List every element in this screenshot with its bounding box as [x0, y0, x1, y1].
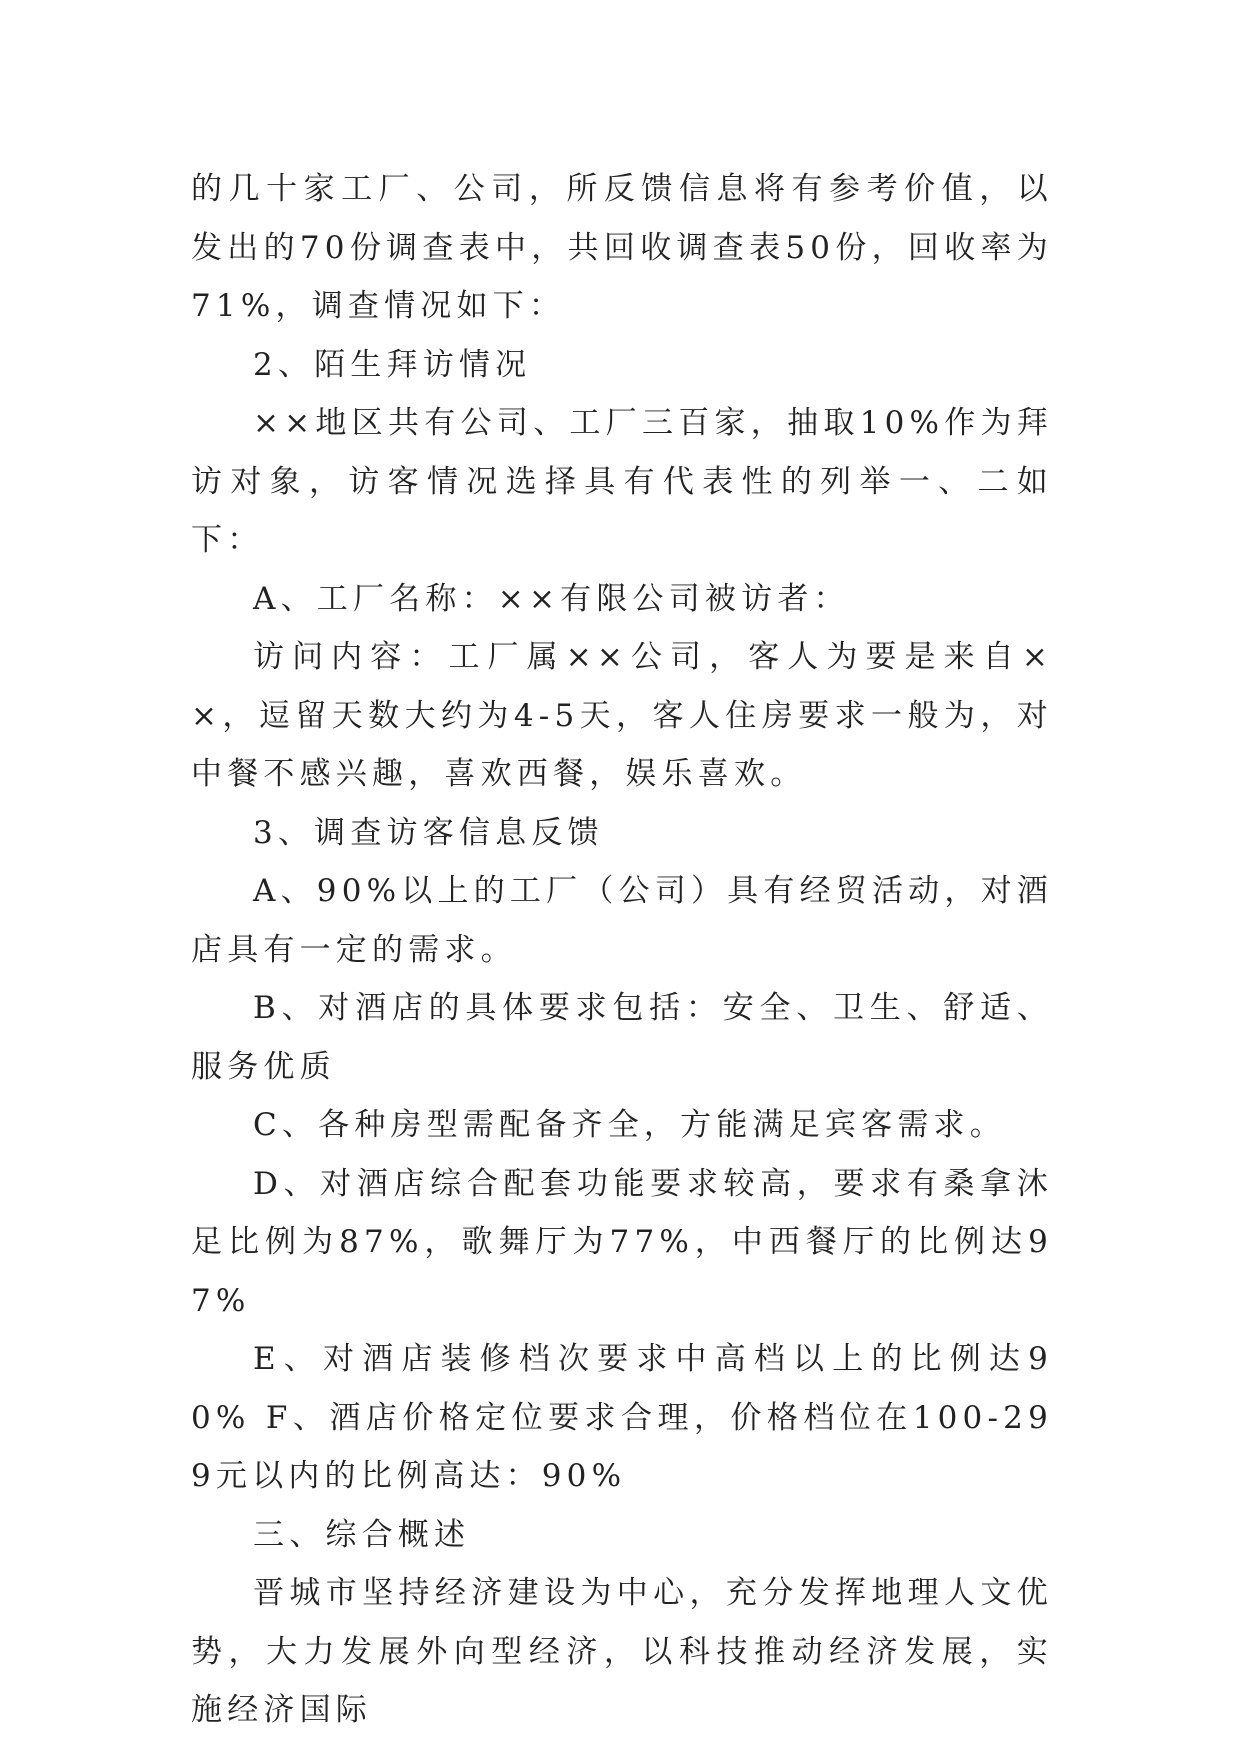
paragraph-survey-intro: 的几十家工厂、公司，所反馈信息将有参考价值，以发出的70份调查表中，共回收调查表50份，回收率为71%，调查情况如下：	[191, 171, 1053, 324]
paragraph-feedback-ef: E、对酒店装修档次要求中高档以上的比例达90% F、酒店价格定位要求合理，价格档位在100-299元以内的比例高达：90%	[191, 1341, 1053, 1494]
paragraph-summary: 晋城市坚持经济建设为中心，充分发挥地理人文优势，大力发展外向型经济，以科技推动经济发展，实施经济国际	[191, 1575, 1053, 1728]
paragraph-feedback-d: D、对酒店综合配套功能要求较高，要求有桑拿沐足比例为87%，歌舞厅为77%，中西餐厅的比例达97%	[191, 1165, 1053, 1319]
document-body	[191, 160, 1053, 1740]
paragraph-feedback-c: C、各种房型需配备齐全，方能满足宾客需求。	[253, 1107, 1006, 1143]
heading-feedback: 3、调查访客信息反馈	[253, 814, 604, 851]
paragraph-factory-name: A、工厂名称：××有限公司被访者：	[253, 580, 850, 617]
paragraph-visit-content: 访问内容：工厂属××公司，客人为要是来自××，逗留天数大约为4-5天，客人住房要求一般为，对中餐不感兴趣，喜欢西餐，娱乐喜欢。	[191, 639, 1053, 792]
heading-cold-visit: 2、陌生拜访情况	[253, 346, 532, 383]
paragraph-cold-visit: ××地区共有公司、工厂三百家，抽取10%作为拜访对象，访客情况选择具有代表性的列举一、二如下：	[191, 405, 1053, 558]
heading-summary: 三、综合概述	[253, 1516, 471, 1553]
paragraph-feedback-b: B、对酒店的具体要求包括：安全、卫生、舒适、服务优质	[191, 990, 1053, 1085]
paragraph-feedback-a: A、90%以上的工厂（公司）具有经贸活动，对酒店具有一定的需求。	[191, 873, 1053, 968]
